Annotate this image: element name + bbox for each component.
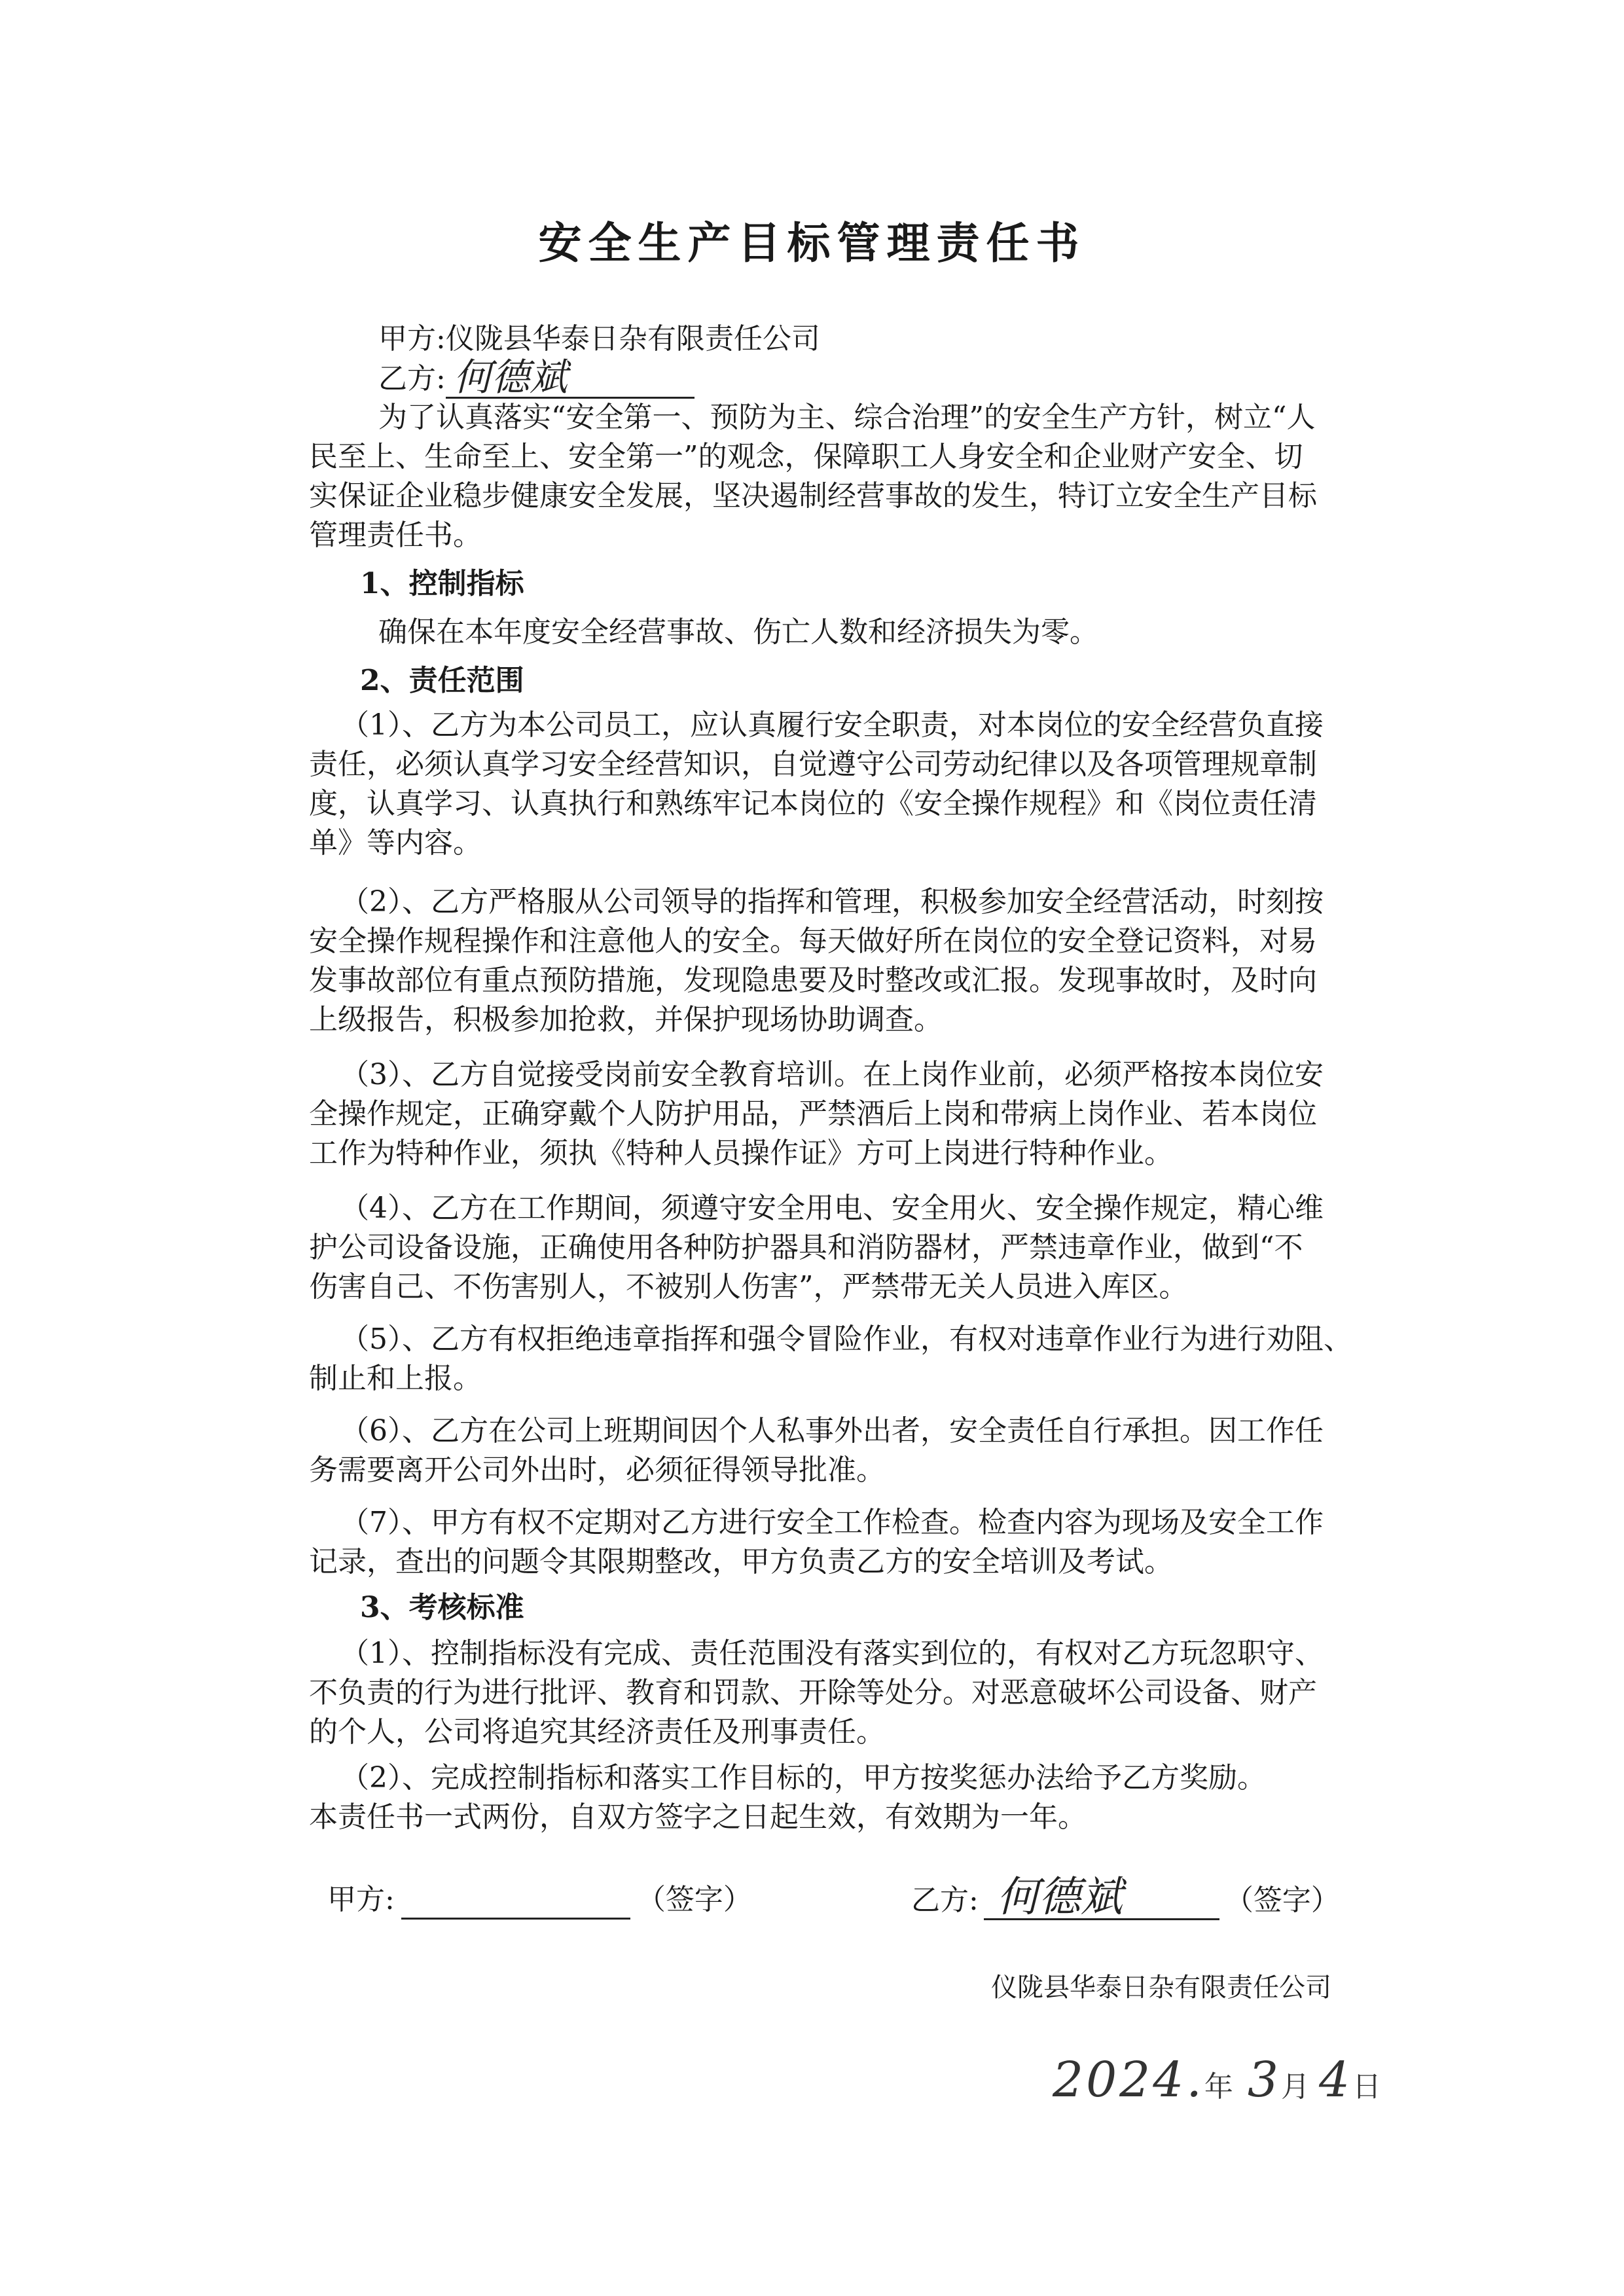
date-day: 4: [1318, 2052, 1353, 2108]
s2-item6-line2: 务需要离开公司外出时，必须征得领导批准。: [309, 1453, 885, 1487]
date-year-unit: 年: [1204, 2070, 1236, 2104]
s2-item4-line1: （4）、乙方在工作期间，须遵守安全用电、安全用火、安全操作规定，精心维: [340, 1192, 1324, 1225]
s2-item3-line2: 全操作规定，正确穿戴个人防护用品，严禁酒后上岗和带病上岗作业、若本岗位: [309, 1097, 1317, 1131]
party-b-handwritten-signature: 何德斌: [453, 355, 568, 399]
party-b-signature-line: [446, 355, 695, 399]
s3-item2-line1: （2）、完成控制指标和落实工作目标的，甲方按奖惩办法给予乙方奖励。: [340, 1761, 1266, 1795]
signature-a-blank-line: [401, 1889, 630, 1920]
s2-item2-line2: 安全操作规程操作和注意他人的安全。每天做好所在岗位的安全登记资料，对易: [309, 924, 1317, 958]
s2-item7-line2: 记录，查出的问题令其限期整改，甲方负责乙方的安全培训及考试。: [309, 1545, 1173, 1578]
date-month: 3: [1247, 2052, 1281, 2108]
intro-line-1: 为了认真落实“安全第一、预防为主、综合治理”的安全生产方针，树立“人: [378, 401, 1316, 434]
s2-item4-line3: 伤害自己、不伤害别人，不被别人伤害”，严禁带无关人员进入库区。: [309, 1270, 1188, 1303]
footer-company: 仪陇县华泰日杂有限责任公司: [991, 1973, 1331, 2003]
party-a-line: [378, 319, 820, 359]
section1-heading: 1、控制指标: [360, 567, 524, 600]
s2-item1-line1: （1）、乙方为本公司员工，应认真履行安全职责，对本岗位的安全经营负直接: [340, 708, 1324, 742]
s2-item5-line1: （5）、乙方有权拒绝违章指挥和强令冒险作业，有权对违章作业行为进行劝阻、: [340, 1322, 1352, 1356]
s2-item4-line2: 护公司设备设施，正确使用各种防护器具和消防器材，严禁违章作业，做到“不: [309, 1231, 1303, 1264]
section2-heading: 2、责任范围: [360, 664, 524, 697]
s2-item3-line3: 工作为特种作业，须执《特种人员操作证》方可上岗进行特种作业。: [309, 1137, 1173, 1170]
s2-item1-line2: 责任，必须认真学习安全经营知识，自觉遵守公司劳动纪律以及各项管理规章制: [309, 748, 1317, 781]
date-month-unit: 月: [1280, 2070, 1312, 2104]
s2-item7-line1: （7）、甲方有权不定期对乙方进行安全工作检查。检查内容为现场及安全工作: [340, 1506, 1324, 1539]
party-a-label: 甲方:: [378, 322, 446, 355]
signature-a-block: [327, 1880, 752, 1920]
s3-item1-line2: 不负责的行为进行批评、教育和罚款、开除等处分。对恶意破坏公司设备、财产: [309, 1676, 1317, 1709]
document-title: 安全生产目标管理责任书: [538, 217, 1086, 268]
signature-a-label: 甲方:: [327, 1883, 395, 1916]
signature-b-label: 乙方:: [911, 1884, 979, 1917]
signature-b-block: [911, 1873, 1340, 1922]
s2-item2-line4: 上级报告，积极参加抢救，并保护现场协助调查。: [309, 1003, 943, 1036]
party-b-label: 乙方:: [378, 362, 446, 395]
section1-text: 确保在本年度安全经营事故、伤亡人数和经济损失为零。: [378, 615, 1098, 649]
date-day-unit: 日: [1352, 2070, 1384, 2104]
s2-item5-line2: 制止和上报。: [309, 1362, 482, 1395]
signature-b-handwritten: 何德斌: [996, 1873, 1123, 1922]
party-b-line: [378, 355, 695, 399]
s2-item1-line3: 度，认真学习、认真执行和熟练牢记本岗位的《安全操作规程》和《岗位责任清: [309, 787, 1317, 820]
date-year: 2024.: [1053, 2052, 1204, 2108]
section3-heading: 3、考核标准: [360, 1591, 524, 1624]
signature-b-note: （签字）: [1224, 1884, 1340, 1917]
s3-item1-line1: （1）、控制指标没有完成、责任范围没有落实到位的，有权对乙方玩忽职守、: [340, 1637, 1324, 1670]
intro-line-4: 管理责任书。: [309, 519, 482, 552]
s2-item2-line1: （2）、乙方严格服从公司领导的指挥和管理，积极参加安全经营活动，时刻按: [340, 885, 1324, 919]
signature-b-line: [984, 1873, 1219, 1922]
s2-item1-line4: 单》等内容。: [309, 826, 482, 860]
signature-a-note: （签字）: [636, 1883, 752, 1916]
s2-item3-line1: （3）、乙方自觉接受岗前安全教育培训。在上岗作业前，必须严格按本岗位安: [340, 1058, 1324, 1091]
s2-item6-line1: （6）、乙方在公司上班期间因个人私事外出者，安全责任自行承担。因工作任: [340, 1414, 1324, 1448]
party-a-name: 仪陇县华泰日杂有限责任公司: [445, 322, 820, 355]
closing-statement: 本责任书一式两份，自双方签字之日起生效，有效期为一年。: [309, 1800, 1087, 1834]
intro-line-2: 民至上、生命至上、安全第一”的观念，保障职工人身安全和企业财产安全、切: [309, 440, 1303, 473]
s3-item1-line3: 的个人，公司将追究其经济责任及刑事责任。: [309, 1715, 885, 1749]
intro-line-3: 实保证企业稳步健康安全发展，坚决遏制经营事故的发生，特订立安全生产目标: [309, 479, 1317, 513]
footer-date: [1053, 2052, 1384, 2108]
s2-item2-line3: 发事故部位有重点预防措施，发现隐患要及时整改或汇报。发现事故时，及时向: [309, 964, 1317, 997]
